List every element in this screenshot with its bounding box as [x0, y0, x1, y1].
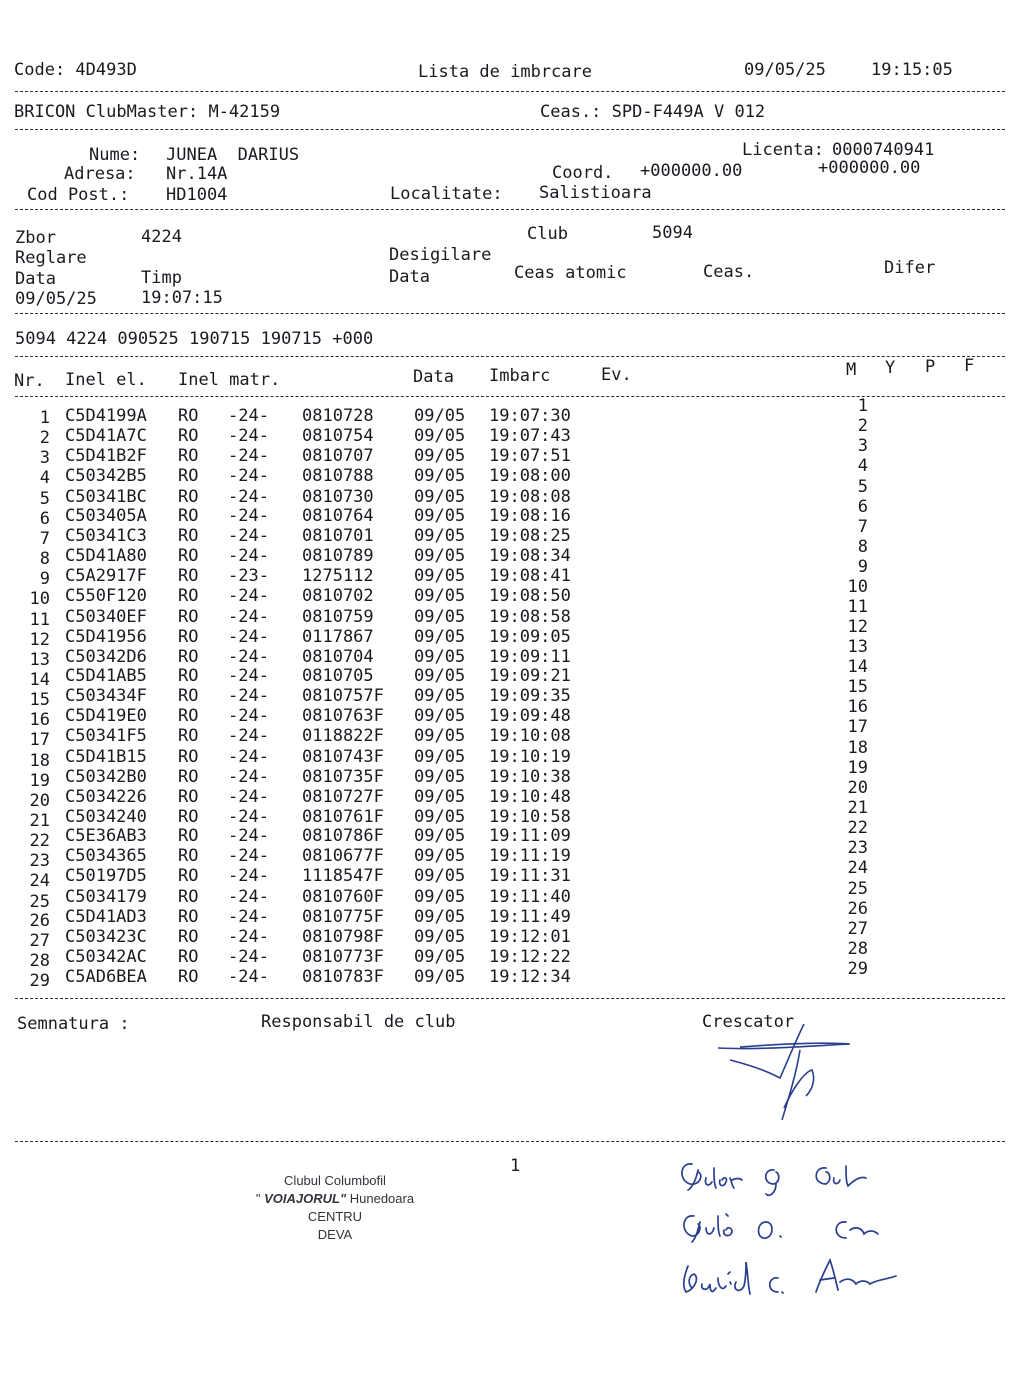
row-inel-matr: 0810761F: [302, 807, 384, 827]
row-inel-el: C5A2917F: [65, 566, 147, 587]
row-time: 19:09:35: [489, 686, 571, 707]
row-date: 09/05: [414, 766, 466, 787]
row-m: 9: [857, 557, 868, 578]
row-nr: 4: [39, 468, 50, 489]
row-country: RO: [178, 646, 199, 667]
coord-label: Coord.: [552, 163, 614, 183]
row-nr: 25: [29, 891, 50, 912]
row-time: 19:08:34: [489, 546, 571, 567]
row-m: 23: [847, 838, 868, 859]
row-nr: 12: [29, 629, 50, 650]
row-year: -24-: [228, 726, 269, 747]
row-year: -24-: [228, 886, 269, 907]
row-country: RO: [178, 967, 199, 988]
row-country: RO: [178, 606, 199, 627]
row-date: 09/05: [414, 446, 466, 467]
row-time: 19:10:48: [489, 786, 571, 807]
row-inel-el: C5D4199A: [65, 406, 147, 426]
row-inel-matr: 0810730: [302, 486, 374, 507]
row-date: 09/05: [414, 746, 466, 767]
row-inel-el: C503405A: [65, 505, 147, 526]
row-date: 09/05: [414, 846, 466, 867]
row-country: RO: [178, 665, 199, 686]
set-time: 19:07:15: [141, 288, 223, 308]
row-nr: 20: [29, 790, 50, 811]
row-country: RO: [178, 466, 199, 487]
row-m: 11: [847, 596, 868, 617]
col-ev: Ev.: [601, 365, 632, 385]
zbor-label: Zbor: [15, 228, 56, 248]
desigilare-label: Desigilare: [389, 245, 492, 265]
row-year: -24-: [228, 846, 269, 867]
row-year: -24-: [228, 826, 269, 847]
row-m: 3: [857, 436, 868, 457]
row-m: 1: [857, 396, 868, 416]
zbor-value: 4224: [141, 227, 182, 247]
row-date: 09/05: [414, 586, 466, 607]
row-year: -24-: [228, 926, 269, 947]
col-inel-matr: Inel matr.: [178, 370, 281, 390]
row-inel-matr: 0810677F: [302, 846, 384, 867]
responsible-label: Responsabil de club: [261, 1012, 456, 1032]
row-date: 09/05: [414, 525, 466, 546]
document-code: Code: 4D493D: [14, 60, 137, 80]
row-m: 15: [847, 677, 868, 698]
row-year: -24-: [228, 606, 269, 627]
row-date: 09/05: [414, 826, 466, 847]
row-m: 19: [847, 757, 868, 778]
row-country: RO: [178, 926, 199, 947]
row-nr: 28: [29, 951, 50, 972]
row-date: 09/05: [414, 606, 466, 627]
row-m: 5: [857, 476, 868, 497]
row-date: 09/05: [414, 786, 466, 807]
row-inel-matr: 0810702: [302, 586, 374, 607]
row-year: -24-: [228, 525, 269, 546]
row-nr: 21: [29, 811, 50, 831]
row-date: 09/05: [414, 686, 466, 707]
row-m: 10: [847, 577, 868, 598]
row-inel-matr: 0810775F: [302, 906, 384, 927]
flight-summary-line: 5094 4224 090525 190715 190715 +000: [15, 329, 374, 349]
row-time: 19:08:58: [489, 606, 571, 627]
table-row: [0, 516, 1024, 549]
row-inel-el: C5D41956: [65, 626, 147, 647]
row-country: RO: [178, 947, 199, 968]
row-inel-el: C50340EF: [65, 606, 147, 627]
row-country: RO: [178, 406, 199, 426]
row-nr: 6: [39, 508, 50, 529]
license-label: Licenta:: [742, 140, 824, 160]
row-inel-el: C50342AC: [65, 947, 147, 968]
row-nr: 11: [29, 609, 50, 630]
clubmaster-id: BRICON ClubMaster: M-42159: [14, 102, 281, 122]
row-time: 19:08:25: [489, 525, 571, 546]
row-time: 19:11:49: [489, 906, 571, 927]
row-nr: 9: [39, 569, 50, 590]
reglare-label: Reglare: [15, 248, 87, 268]
row-time: 19:10:08: [489, 726, 571, 747]
row-date: 09/05: [414, 947, 466, 968]
row-inel-el: C5AD6BEA: [65, 967, 147, 988]
row-date: 09/05: [414, 426, 466, 447]
row-inel-matr: 0810704: [302, 646, 374, 667]
row-date: 09/05: [414, 406, 466, 426]
row-inel-el: C5D41A80: [65, 546, 147, 567]
coord-lat: +000000.00: [640, 161, 743, 181]
postcode-label: Cod Post.:: [27, 185, 130, 205]
row-time: 19:08:50: [489, 586, 571, 607]
row-m: 21: [847, 798, 868, 818]
row-country: RO: [178, 505, 199, 526]
stamp-line-1: Clubul Columbofil: [284, 1173, 386, 1188]
row-inel-matr: 0810773F: [302, 947, 384, 968]
row-country: RO: [178, 807, 199, 827]
row-country: RO: [178, 766, 199, 787]
row-year: -23-: [228, 566, 269, 587]
row-country: RO: [178, 686, 199, 707]
row-nr: 17: [29, 730, 50, 751]
row-inel-el: C50342B0: [65, 766, 147, 787]
row-year: -24-: [228, 546, 269, 567]
row-date: 09/05: [414, 926, 466, 947]
row-inel-el: C5D419E0: [65, 706, 147, 727]
divider: [15, 91, 1005, 92]
row-country: RO: [178, 886, 199, 907]
row-m: 29: [847, 959, 868, 980]
row-m: 18: [847, 737, 868, 758]
row-nr: 7: [39, 528, 50, 549]
row-country: RO: [178, 906, 199, 927]
row-inel-matr: 0810788: [302, 466, 374, 487]
row-inel-matr: 0810727F: [302, 786, 384, 807]
row-country: RO: [178, 706, 199, 727]
row-nr: 14: [29, 669, 50, 690]
coord-lon: +000000.00: [818, 158, 921, 178]
row-inel-el: C50197D5: [65, 866, 147, 887]
col-m: M: [846, 360, 857, 380]
row-inel-matr: 0810789: [302, 546, 374, 567]
row-date: 09/05: [414, 626, 466, 647]
row-m: 24: [847, 858, 868, 879]
row-nr: 5: [39, 488, 50, 509]
row-m: 6: [857, 496, 868, 517]
col-data: Data: [413, 367, 454, 387]
fancier-name: JUNEA DARIUS: [166, 145, 300, 165]
row-m: 26: [847, 898, 868, 919]
row-inel-el: C5034365: [65, 846, 147, 867]
row-date: 09/05: [414, 886, 466, 907]
row-nr: 13: [29, 649, 50, 670]
row-year: -24-: [228, 446, 269, 467]
row-m: 4: [857, 456, 868, 477]
col-inel-el: Inel el.: [65, 370, 147, 390]
row-year: -24-: [228, 466, 269, 487]
row-inel-matr: 0810759: [302, 606, 374, 627]
row-time: 19:07:51: [489, 446, 571, 467]
row-nr: 1: [39, 408, 50, 428]
row-year: -24-: [228, 665, 269, 686]
row-country: RO: [178, 626, 199, 647]
row-date: 09/05: [414, 546, 466, 567]
row-nr: 10: [29, 589, 50, 610]
divider: [15, 209, 1005, 210]
row-m: 22: [847, 818, 868, 839]
row-inel-matr: 0810728: [302, 406, 374, 426]
row-inel-el: C503423C: [65, 926, 147, 947]
row-nr: 3: [39, 448, 50, 469]
row-time: 19:10:38: [489, 766, 571, 787]
row-time: 19:11:19: [489, 846, 571, 867]
row-year: -24-: [228, 646, 269, 667]
divider: [15, 129, 1005, 130]
row-m: 14: [847, 656, 868, 677]
row-nr: 24: [29, 871, 50, 892]
ceas-atomic-label: Ceas atomic: [514, 263, 627, 283]
row-m: 8: [857, 537, 868, 558]
row-year: -24-: [228, 766, 269, 787]
row-inel-matr: 0810743F: [302, 746, 384, 767]
row-m: 13: [847, 636, 868, 657]
row-time: 19:09:05: [489, 626, 571, 647]
row-inel-el: C550F120: [65, 586, 147, 607]
difer-label: Difer: [884, 258, 936, 278]
row-year: -24-: [228, 586, 269, 607]
col-imbarc: Imbarc: [489, 366, 551, 386]
row-inel-el: C5D41B2F: [65, 446, 147, 467]
row-time: 19:09:21: [489, 665, 571, 686]
row-time: 19:12:34: [489, 967, 571, 988]
breeder-signature: [700, 1020, 870, 1130]
row-country: RO: [178, 586, 199, 607]
row-inel-el: C5D41B15: [65, 746, 147, 767]
row-inel-matr: 0810701: [302, 525, 374, 546]
row-time: 19:10:19: [489, 746, 571, 767]
row-inel-matr: 0810707: [302, 446, 374, 467]
row-nr: 19: [29, 770, 50, 791]
row-time: 19:08:41: [489, 566, 571, 587]
row-inel-matr: 0810786F: [302, 826, 384, 847]
row-time: 19:07:43: [489, 426, 571, 447]
row-inel-el: C50342B5: [65, 466, 147, 487]
row-time: 19:08:00: [489, 466, 571, 487]
row-date: 09/05: [414, 665, 466, 686]
row-inel-el: C50341C3: [65, 525, 147, 546]
row-m: 17: [847, 717, 868, 738]
row-inel-matr: 0810705: [302, 665, 374, 686]
row-time: 19:11:31: [489, 866, 571, 887]
address-value: Nr.14A: [166, 164, 228, 184]
table-row: [0, 537, 1024, 570]
table-row: [0, 396, 1024, 428]
row-nr: 22: [29, 831, 50, 852]
row-inel-matr: 0118822F: [302, 726, 384, 747]
row-inel-el: C5034226: [65, 786, 147, 807]
row-inel-el: C50341BC: [65, 486, 147, 507]
row-time: 19:12:22: [489, 947, 571, 968]
col-p: P: [925, 357, 936, 377]
ceas-label: Ceas.: [703, 262, 755, 282]
row-m: 16: [847, 697, 868, 718]
name-label: Nume:: [89, 145, 141, 165]
row-year: -24-: [228, 967, 269, 988]
divider: [15, 356, 1005, 357]
row-country: RO: [178, 486, 199, 507]
data2-label: Data: [389, 267, 430, 287]
row-date: 09/05: [414, 486, 466, 507]
row-m: 25: [847, 878, 868, 899]
row-inel-el: C5034240: [65, 807, 147, 827]
row-country: RO: [178, 866, 199, 887]
row-inel-matr: 1275112: [302, 566, 374, 587]
row-time: 19:09:11: [489, 646, 571, 667]
row-year: -24-: [228, 807, 269, 827]
row-inel-matr: 0117867: [302, 626, 374, 647]
row-country: RO: [178, 566, 199, 587]
locality-label: Localitate:: [390, 184, 503, 204]
row-date: 09/05: [414, 807, 466, 827]
divider: [15, 396, 1005, 397]
row-inel-matr: 0810760F: [302, 886, 384, 907]
row-time: 19:11:09: [489, 826, 571, 847]
document-title: Lista de imbrcare: [418, 62, 592, 82]
row-year: -24-: [228, 906, 269, 927]
row-time: 19:11:40: [489, 886, 571, 907]
row-inel-el: C5D41A7C: [65, 426, 147, 447]
row-date: 09/05: [414, 646, 466, 667]
row-inel-el: C503434F: [65, 686, 147, 707]
row-inel-el: C5D41AD3: [65, 906, 147, 927]
row-m: 20: [847, 777, 868, 798]
row-inel-matr: 0810798F: [302, 926, 384, 947]
postcode-value: HD1004: [166, 185, 228, 205]
row-country: RO: [178, 826, 199, 847]
row-date: 09/05: [414, 466, 466, 487]
row-country: RO: [178, 746, 199, 767]
row-inel-el: C50342D6: [65, 646, 147, 667]
stamp-line-3: CENTRU: [307, 1209, 363, 1224]
stamp-line-4: DEVA: [317, 1227, 353, 1242]
row-time: 19:08:08: [489, 486, 571, 507]
row-date: 09/05: [414, 566, 466, 587]
row-nr: 29: [29, 971, 50, 992]
row-m: 27: [847, 918, 868, 939]
row-time: 19:12:01: [489, 926, 571, 947]
row-time: 19:10:58: [489, 807, 571, 827]
row-country: RO: [178, 726, 199, 747]
col-f: F: [964, 356, 975, 376]
row-country: RO: [178, 546, 199, 567]
row-nr: 2: [39, 428, 50, 449]
row-date: 09/05: [414, 706, 466, 727]
club-value: 5094: [652, 223, 693, 243]
stamp-line-2: " VOIAJORUL" Hunedoara: [255, 1191, 415, 1206]
row-year: -24-: [228, 746, 269, 767]
locality-value: Salistioara: [539, 183, 652, 203]
row-country: RO: [178, 846, 199, 867]
row-inel-el: C50341F5: [65, 726, 147, 747]
row-time: 19:09:48: [489, 706, 571, 727]
row-inel-matr: 0810754: [302, 426, 374, 447]
row-date: 09/05: [414, 505, 466, 526]
row-nr: 23: [29, 851, 50, 872]
data-label: Data: [15, 269, 56, 289]
set-date: 09/05/25: [15, 289, 97, 309]
row-year: -24-: [228, 426, 269, 447]
row-nr: 15: [29, 690, 50, 711]
row-inel-el: C5E36AB3: [65, 826, 147, 847]
row-m: 2: [857, 416, 868, 437]
row-inel-matr: 0810757F: [302, 686, 384, 707]
row-nr: 8: [39, 549, 50, 570]
license-number: 0000740941: [832, 140, 935, 160]
row-inel-el: C5034179: [65, 886, 147, 907]
row-year: -24-: [228, 686, 269, 707]
row-country: RO: [178, 426, 199, 447]
row-year: -24-: [228, 626, 269, 647]
row-year: -24-: [228, 706, 269, 727]
row-inel-matr: 0810763F: [302, 706, 384, 727]
row-m: 28: [847, 939, 868, 960]
row-nr: 18: [29, 750, 50, 771]
row-m: 7: [857, 516, 868, 537]
row-time: 19:08:16: [489, 505, 571, 526]
row-country: RO: [178, 786, 199, 807]
print-time: 19:15:05: [871, 60, 953, 80]
row-nr: 27: [29, 930, 50, 951]
timp-label: Timp: [141, 268, 182, 288]
row-year: -24-: [228, 866, 269, 887]
page-number: 1: [510, 1156, 521, 1176]
print-date: 09/05/25: [744, 60, 826, 80]
row-inel-el: C5D41AB5: [65, 665, 147, 686]
row-date: 09/05: [414, 906, 466, 927]
row-date: 09/05: [414, 726, 466, 747]
club-stamp: [200, 1172, 470, 1244]
signature-label: Semnatura :: [17, 1014, 130, 1034]
row-time: 19:07:30: [489, 406, 571, 426]
row-country: RO: [178, 446, 199, 467]
row-year: -24-: [228, 486, 269, 507]
row-year: -24-: [228, 947, 269, 968]
breeder-label: Crescator: [702, 1012, 795, 1032]
row-m: 12: [847, 616, 868, 637]
row-country: RO: [178, 525, 199, 546]
row-nr: 26: [29, 910, 50, 931]
witness-signatures: [670, 1150, 930, 1310]
row-year: -24-: [228, 786, 269, 807]
row-year: -24-: [228, 505, 269, 526]
address-label: Adresa:: [64, 164, 136, 184]
row-inel-matr: 0810764: [302, 505, 374, 526]
row-nr: 16: [29, 710, 50, 731]
row-inel-matr: 1118547F: [302, 866, 384, 887]
divider: [15, 1141, 1005, 1142]
divider: [15, 313, 1005, 314]
row-inel-matr: 0810783F: [302, 967, 384, 988]
clock-id: Ceas.: SPD-F449A V 012: [540, 102, 766, 122]
col-y: Y: [885, 358, 896, 378]
club-label: Club: [527, 224, 568, 244]
row-inel-matr: 0810735F: [302, 766, 384, 787]
divider: [15, 998, 1005, 999]
col-nr: Nr.: [14, 371, 45, 391]
row-date: 09/05: [414, 866, 466, 887]
row-date: 09/05: [414, 967, 466, 988]
row-year: -24-: [228, 406, 269, 426]
